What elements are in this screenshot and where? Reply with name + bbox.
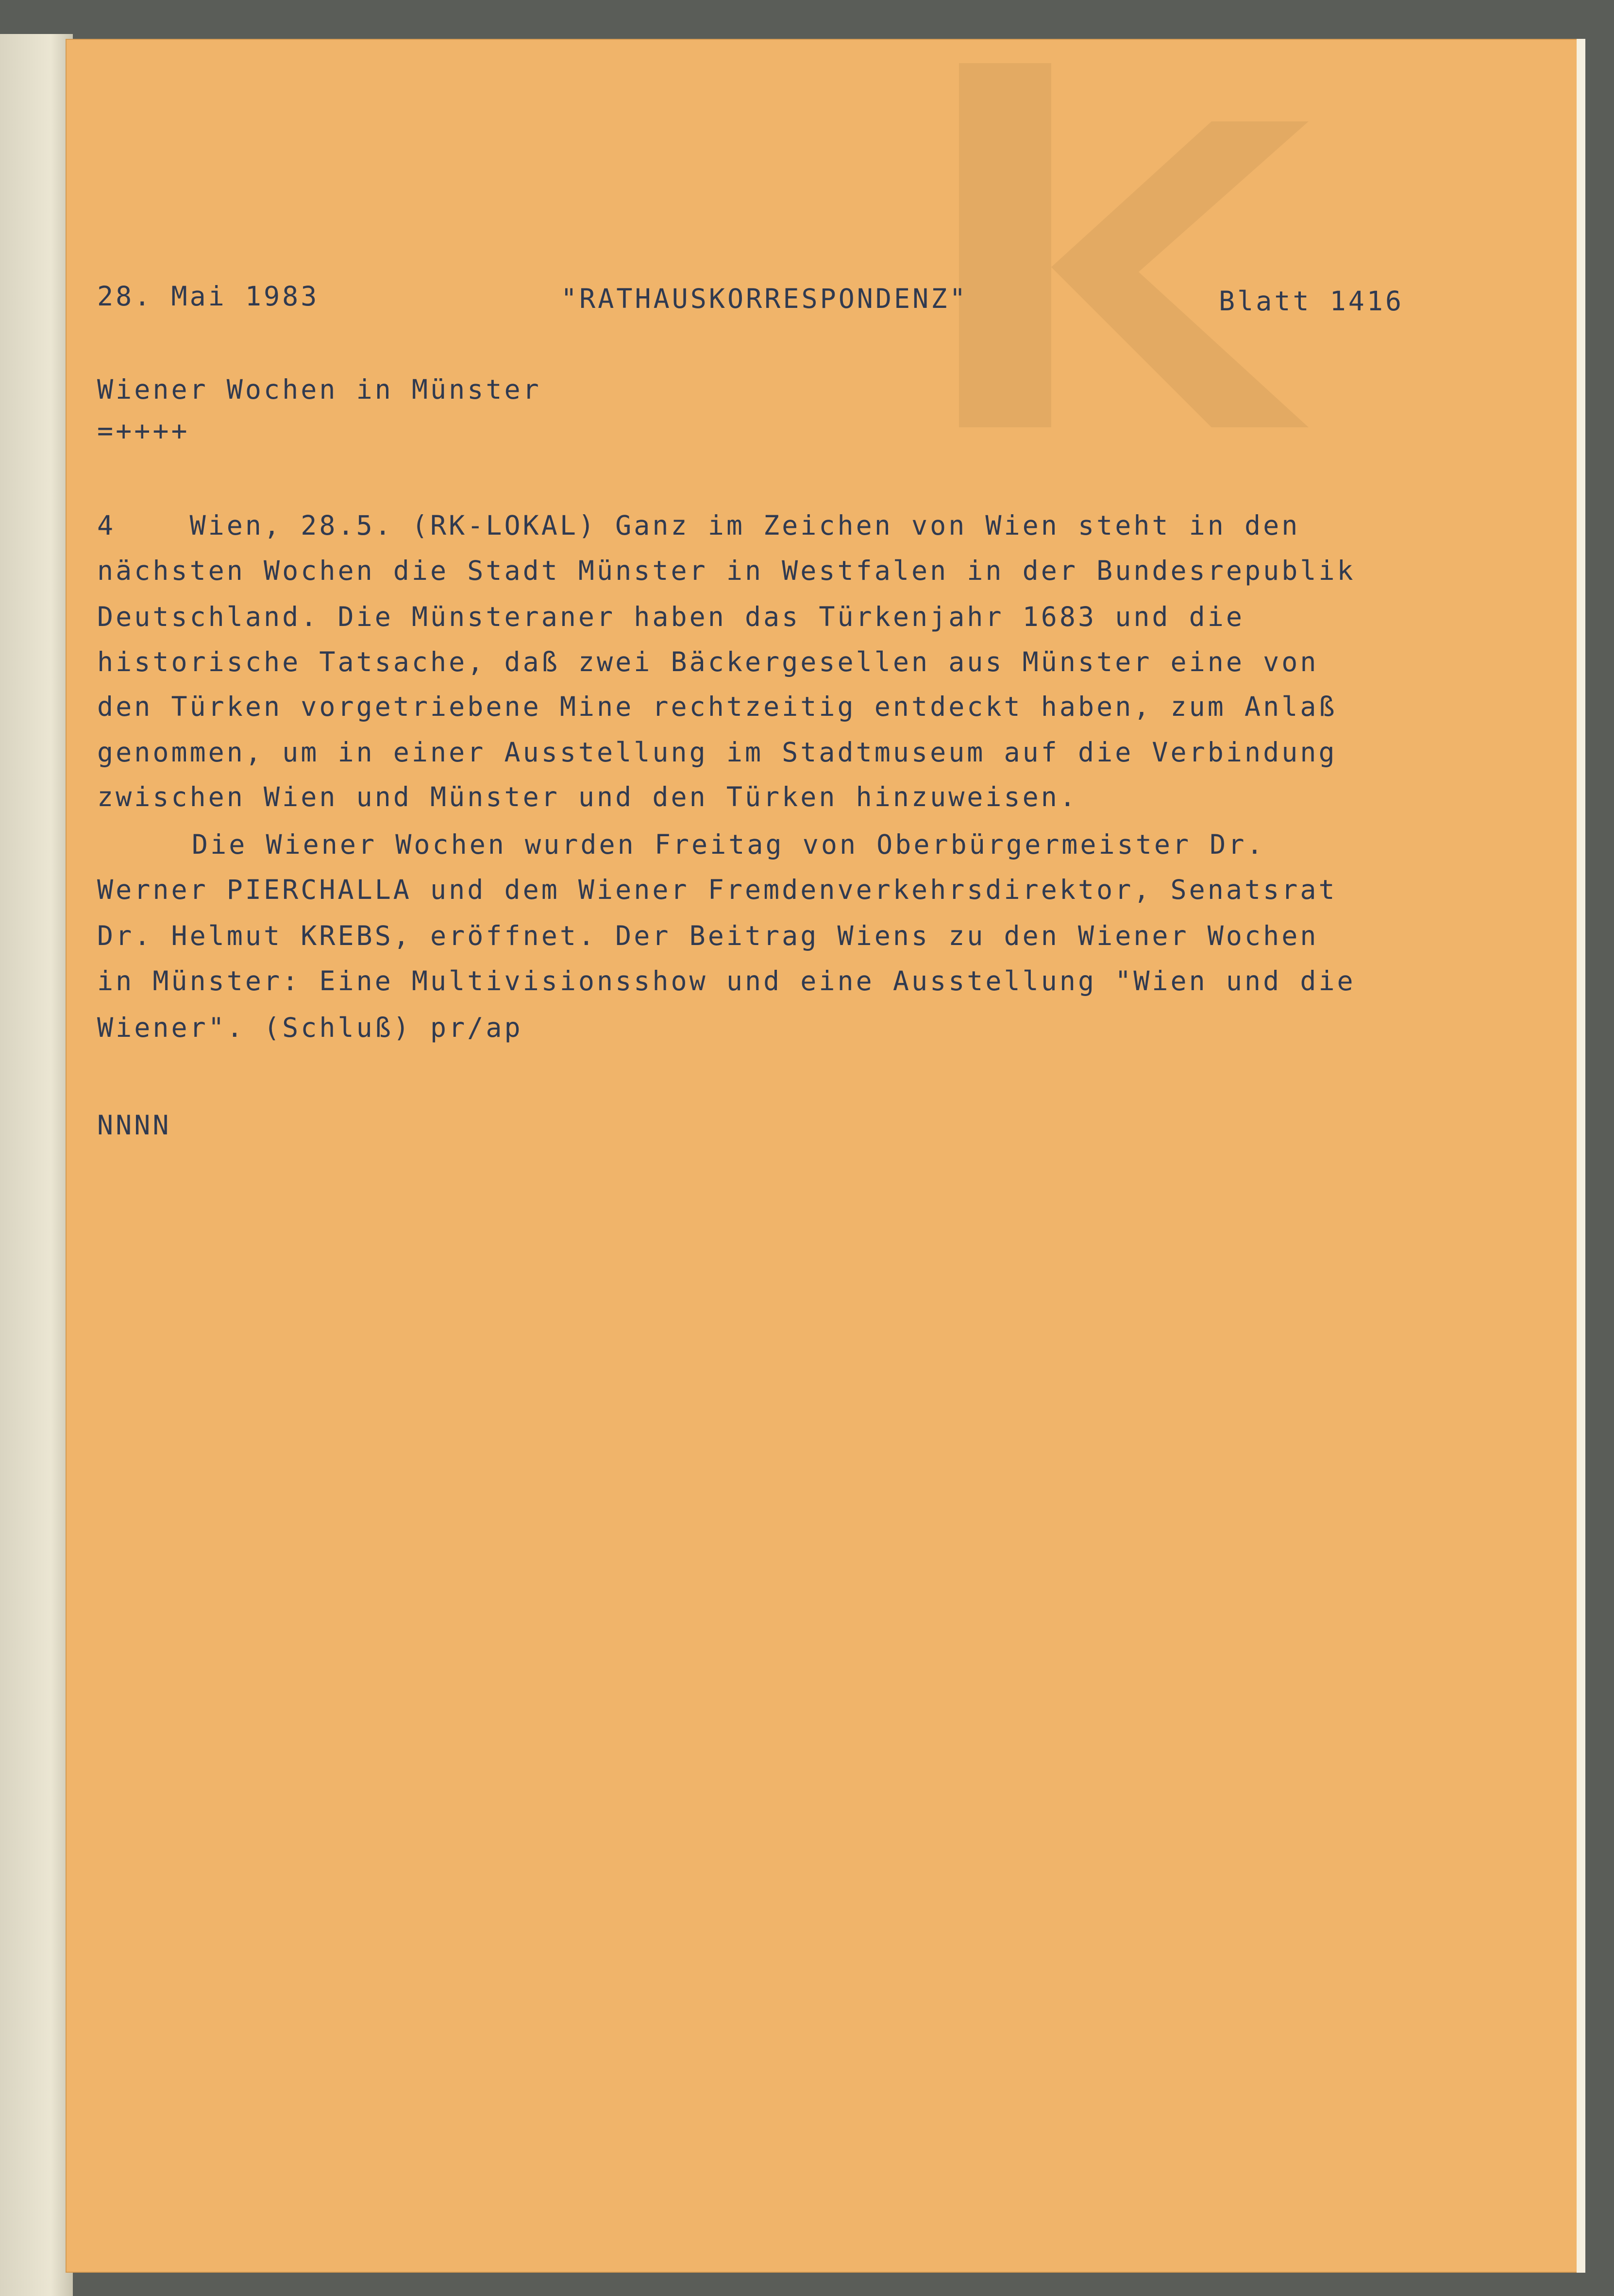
end-of-transmission-marker: NNNN [97,1110,171,1141]
priority-marker: =++++ [97,415,190,446]
document-date: 28. Mai 1983 [97,281,319,312]
body-text-line: Deutschland. Die Münsteraner haben das Türkenjahr 1683 und die [97,601,1244,632]
body-text-line: Wiener". (Schluß) pr/ap [97,1012,523,1043]
publication-title: "RATHAUSKORRESPONDENZ" [561,283,968,314]
body-text-line: historische Tatsache, daß zwei Bäckergesellen aus Münster eine von [97,646,1319,677]
body-text-line: Die Wiener Wochen wurden Freitag von Oberbürgermeister Dr. [192,829,1265,860]
body-text-line: 4 Wien, 28.5. (RK-LOKAL) Ganz im Zeichen von Wien steht in den [97,510,1300,541]
body-text-line: Werner PIERCHALLA und dem Wiener Fremdenverkehrsdirektor, Senatsrat [97,874,1337,905]
body-text-line: zwischen Wien und Münster und den Türken hinzuweisen. [97,781,1078,812]
body-text-line: in Münster: Eine Multivisionsshow und eine Ausstellung "Wien und die [97,965,1356,996]
body-text-line: Dr. Helmut KREBS, eröffnet. Der Beitrag Wiens zu den Wiener Wochen [97,920,1319,951]
body-text-line: genommen, um in einer Ausstellung im Stadtmuseum auf die Verbindung [97,737,1337,768]
body-text-line: nächsten Wochen die Stadt Münster in Westfalen in der Bundesrepublik [97,555,1356,586]
underlying-page-edge [0,34,73,2296]
article-headline: Wiener Wochen in Münster [97,374,541,405]
body-text-line: den Türken vorgetriebene Mine rechtzeitig entdeckt haben, zum Anlaß [97,691,1337,722]
page-right-border [1577,39,1585,2273]
sheet-number: Blatt 1416 [1219,286,1404,317]
letterhead-watermark-logo [959,63,1309,427]
